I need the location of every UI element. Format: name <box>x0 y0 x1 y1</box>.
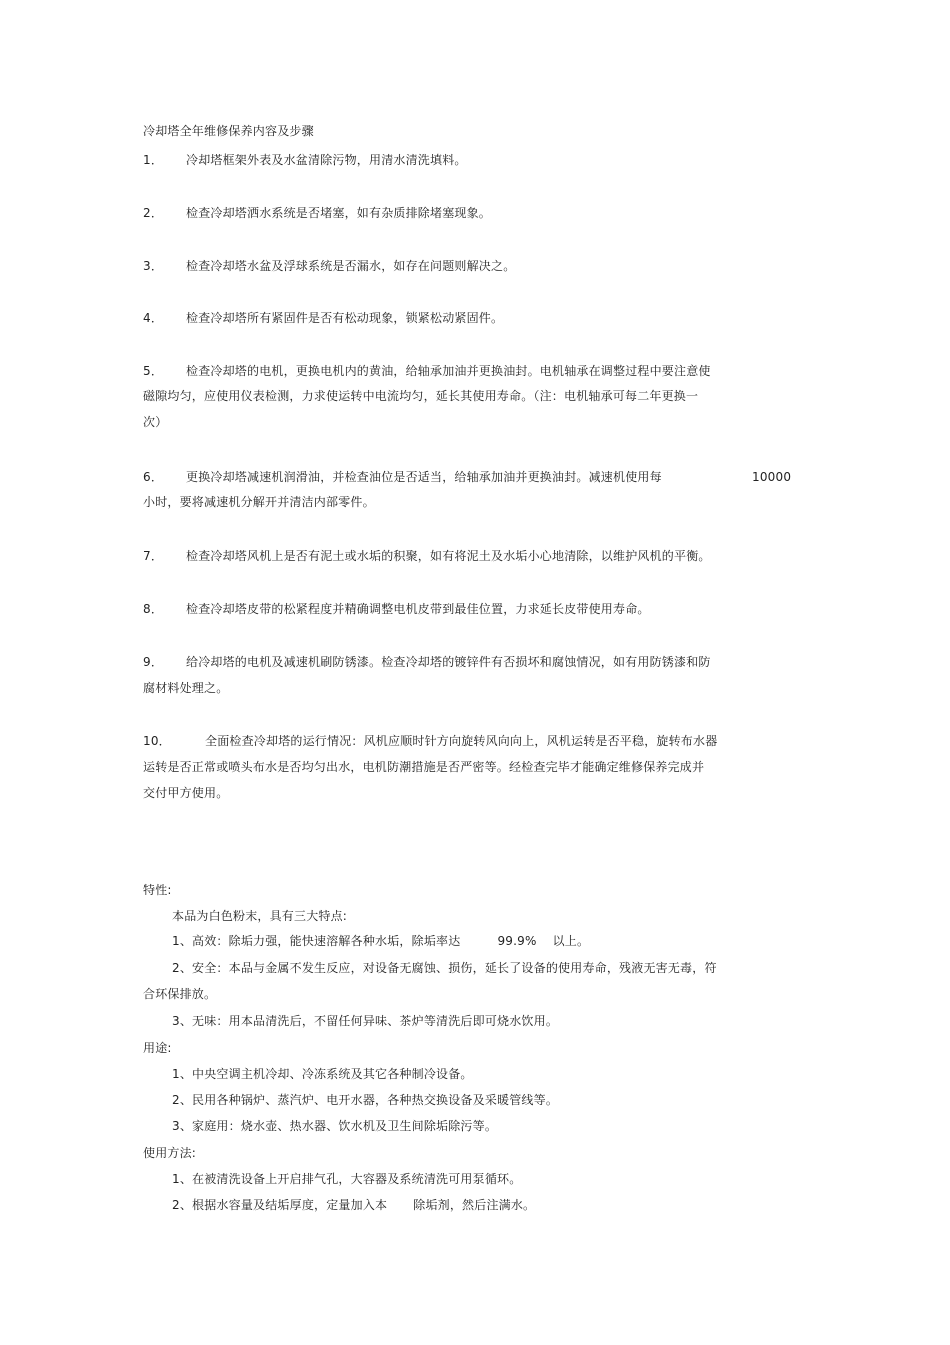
step-7 <box>143 548 711 564</box>
step-6-continued: 小时，要将减速机分解开并清洁内部零件。 <box>143 495 375 509</box>
step-number: 6． <box>143 470 164 484</box>
feature-item-2: 2、安全：本品与金属不发生反应，对设备无腐蚀、损伤，延长了设备的使用寿命，残液无害无毒，符 <box>172 961 717 975</box>
step-text: 检查冷却塔的电机，更换电机内的黄油，给轴承加油并更换油封。电机轴承在调整过程中要注意使 <box>186 364 711 378</box>
method-text: 除垢剂，然后注满水。 <box>413 1198 536 1212</box>
step-text: 检查冷却塔皮带的松紧程度并精确调整电机皮带到最佳位置，力求延长皮带使用寿命。 <box>186 602 650 616</box>
step-4 <box>143 310 503 326</box>
step-text: 检查冷却塔风机上是否有泥土或水垢的积聚，如有将泥土及水垢小心地清除，以维护风机的平衡。 <box>186 549 711 563</box>
step-number: 2． <box>143 206 164 220</box>
use-item: 2、民用各种锅炉、蒸汽炉、电开水器，各种热交换设备及采暖管线等。 <box>172 1093 559 1107</box>
step-number: 5． <box>143 364 164 378</box>
step-text: 检查冷却塔水盆及浮球系统是否漏水，如存在问题则解决之。 <box>186 259 516 273</box>
step-5-continued: 次） <box>143 415 168 429</box>
method-text: 2、根据水容量及结垢厚度，定量加入本 <box>172 1198 388 1212</box>
step-9-continued: 腐材料处理之。 <box>143 681 229 695</box>
method-heading: 使用方法: <box>143 1146 197 1160</box>
method-item-2 <box>172 1197 535 1213</box>
step-text: 检查冷却塔所有紧固件是否有松动现象，锁紧松动紧固件。 <box>186 311 504 325</box>
uses-heading: 用途: <box>143 1041 172 1055</box>
step-number: 7． <box>143 549 164 563</box>
step-3 <box>143 258 515 274</box>
feature-item-2-continued: 合环保排放。 <box>143 987 217 1001</box>
features-intro: 本品为白色粉末，具有三大特点: <box>172 909 348 923</box>
step-5 <box>143 363 711 379</box>
step-10 <box>143 733 717 749</box>
document-title: 冷却塔全年维修保养内容及步骤 <box>143 124 314 138</box>
step-number: 10． <box>143 734 171 748</box>
step-5-continued: 磁隙均匀，应使用仪表检测，力求使运转中电流均匀，延长其使用寿命。（注：电机轴承可每二年更换一 <box>143 389 699 403</box>
step-number: 9． <box>143 655 164 669</box>
step-10-continued: 交付甲方使用。 <box>143 786 229 800</box>
method-item-1: 1、在被清洗设备上开启排气孔，大容器及系统清洗可用泵循环。 <box>172 1172 522 1186</box>
step-text: 冷却塔框架外表及水盆清除污物，用清水清洗填料。 <box>186 153 467 167</box>
step-text: 更换冷却塔减速机润滑油，并检查油位是否适当，给轴承加油并更换油封。减速机使用每 <box>186 470 662 484</box>
step-number: 3． <box>143 259 164 273</box>
use-item: 3、家庭用：烧水壶、热水器、饮水机及卫生间除垢除污等。 <box>172 1119 498 1133</box>
step-number: 8． <box>143 602 164 616</box>
step-6-hours-value: 10000 <box>752 470 792 484</box>
step-2 <box>143 205 491 221</box>
use-item: 1、中央空调主机冷却、冷冻系统及其它各种制冷设备。 <box>172 1067 473 1081</box>
feature-text: 以上。 <box>552 934 590 948</box>
step-number: 1． <box>143 153 164 167</box>
step-text: 给冷却塔的电机及减速机刷防锈漆。检查冷却塔的镀锌件有否损坏和腐蚀情况，如有用防锈漆和防 <box>186 655 711 669</box>
step-6 <box>143 469 662 485</box>
feature-item-1 <box>172 933 589 949</box>
step-8 <box>143 601 650 617</box>
step-10-continued: 运转是否正常或喷头布水是否均匀出水，电机防潮措施是否严密等。经检查完毕才能确定维修保养完成并 <box>143 760 705 774</box>
feature-item-3: 3、无味：用本品清洗后，不留任何异味、茶炉等清洗后即可烧水饮用。 <box>172 1014 559 1028</box>
step-9 <box>143 654 711 670</box>
feature-text: 1、高效：除垢力强，能快速溶解各种水垢，除垢率达 <box>172 934 461 948</box>
step-text: 检查冷却塔洒水系统是否堵塞，如有杂质排除堵塞现象。 <box>186 206 492 220</box>
features-heading: 特性: <box>143 883 172 897</box>
feature-value: 99.9% <box>497 934 537 948</box>
step-number: 4． <box>143 311 164 325</box>
step-text: 全面检查冷却塔的运行情况：风机应顺时针方向旋转风向向上，风机运转是否平稳，旋转布水器 <box>205 734 718 748</box>
step-1 <box>143 152 467 168</box>
